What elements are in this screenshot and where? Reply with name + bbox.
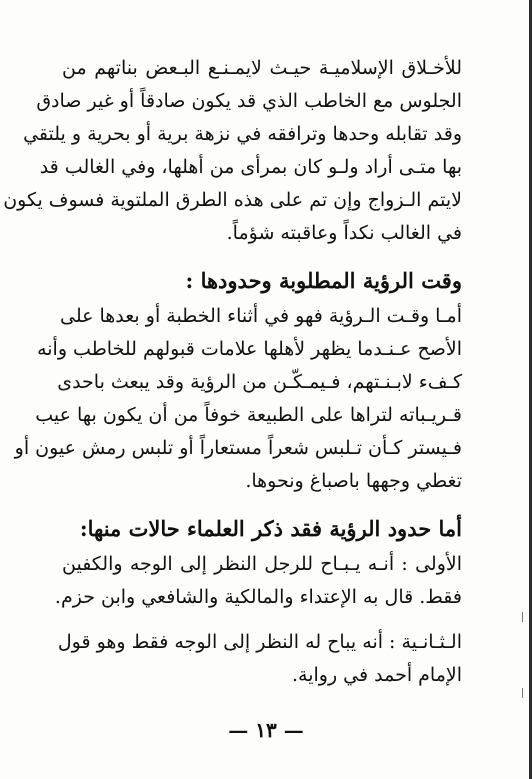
paragraph-first-case: [54, 548, 462, 614]
text-line: قـريـباته لتراها على الطبيعة خوفاً من أن يكون بها عيب: [35, 404, 462, 426]
page-number: — ١٣ —: [228, 718, 304, 742]
paragraph-viewing-time: [14, 300, 462, 498]
text-line: بها متـى أراد ولـو كان بمرأى من أهلها، وفي الغالب قد: [39, 156, 462, 178]
text-line: الأولى : أنـه يـبـاح للرجل النظر إلى الوجه والكفين: [62, 553, 462, 575]
text-line: في الغالب نكداً وعاقبته شؤماً.: [226, 222, 462, 244]
scan-mark: [522, 688, 529, 698]
text-line: كـفء لابـنـتهم، فـيمـكّـن من الرؤية وقد يبعث باحدى: [57, 371, 462, 393]
section-heading: أما حدود الرؤية فقد ذكر العلماء حالات منها:: [79, 516, 462, 541]
paragraph-intro: [3, 52, 462, 250]
section-heading: وقت الرؤية المطلوبة وحدودها :: [185, 268, 462, 293]
text-line: الإمام أحمد في رواية.: [291, 664, 462, 686]
text-line: أمـا وقـت الـرؤية فهو في أثناء الخطبة أو بعدها على: [59, 305, 462, 327]
text-line: تغطي وجهها باصباغ ونحوها.: [245, 470, 462, 492]
text-line: الأصح عـنـدما يظهر لأهلها علامات قبولهم للخاطب وأنه: [37, 338, 462, 360]
page-body: [3, 52, 462, 692]
text-line: للأخـلاق الإسلاميـة حيـث لايمـنـع البـعض بناتهم من: [62, 57, 462, 79]
text-line: لايتم الـزواج وإن تم على هذه الطرق الملتوية فسوف يكون: [3, 189, 462, 211]
text-line: الـثـانـية : أنه يباح له النظر إلى الوجه فقط وهو قول: [57, 631, 462, 653]
scan-mark: [522, 612, 529, 622]
text-line: وقد تقابله وحدها وترافقه في نزهة برية أو بحرية و يلتقي: [23, 123, 462, 145]
text-line: فـيستر كـأن تـلبس شعراً مستعاراً أو تلبس رمش عيون أو: [14, 437, 462, 459]
paragraph-second-case: [57, 626, 462, 692]
text-line: فقط. قال به الإعتداء والمالكية والشافعي وابن حزم.: [54, 586, 462, 608]
text-line: الجلوس مع الخاطب الذي قد يكون صادقاً أو غير صادق: [36, 90, 462, 112]
